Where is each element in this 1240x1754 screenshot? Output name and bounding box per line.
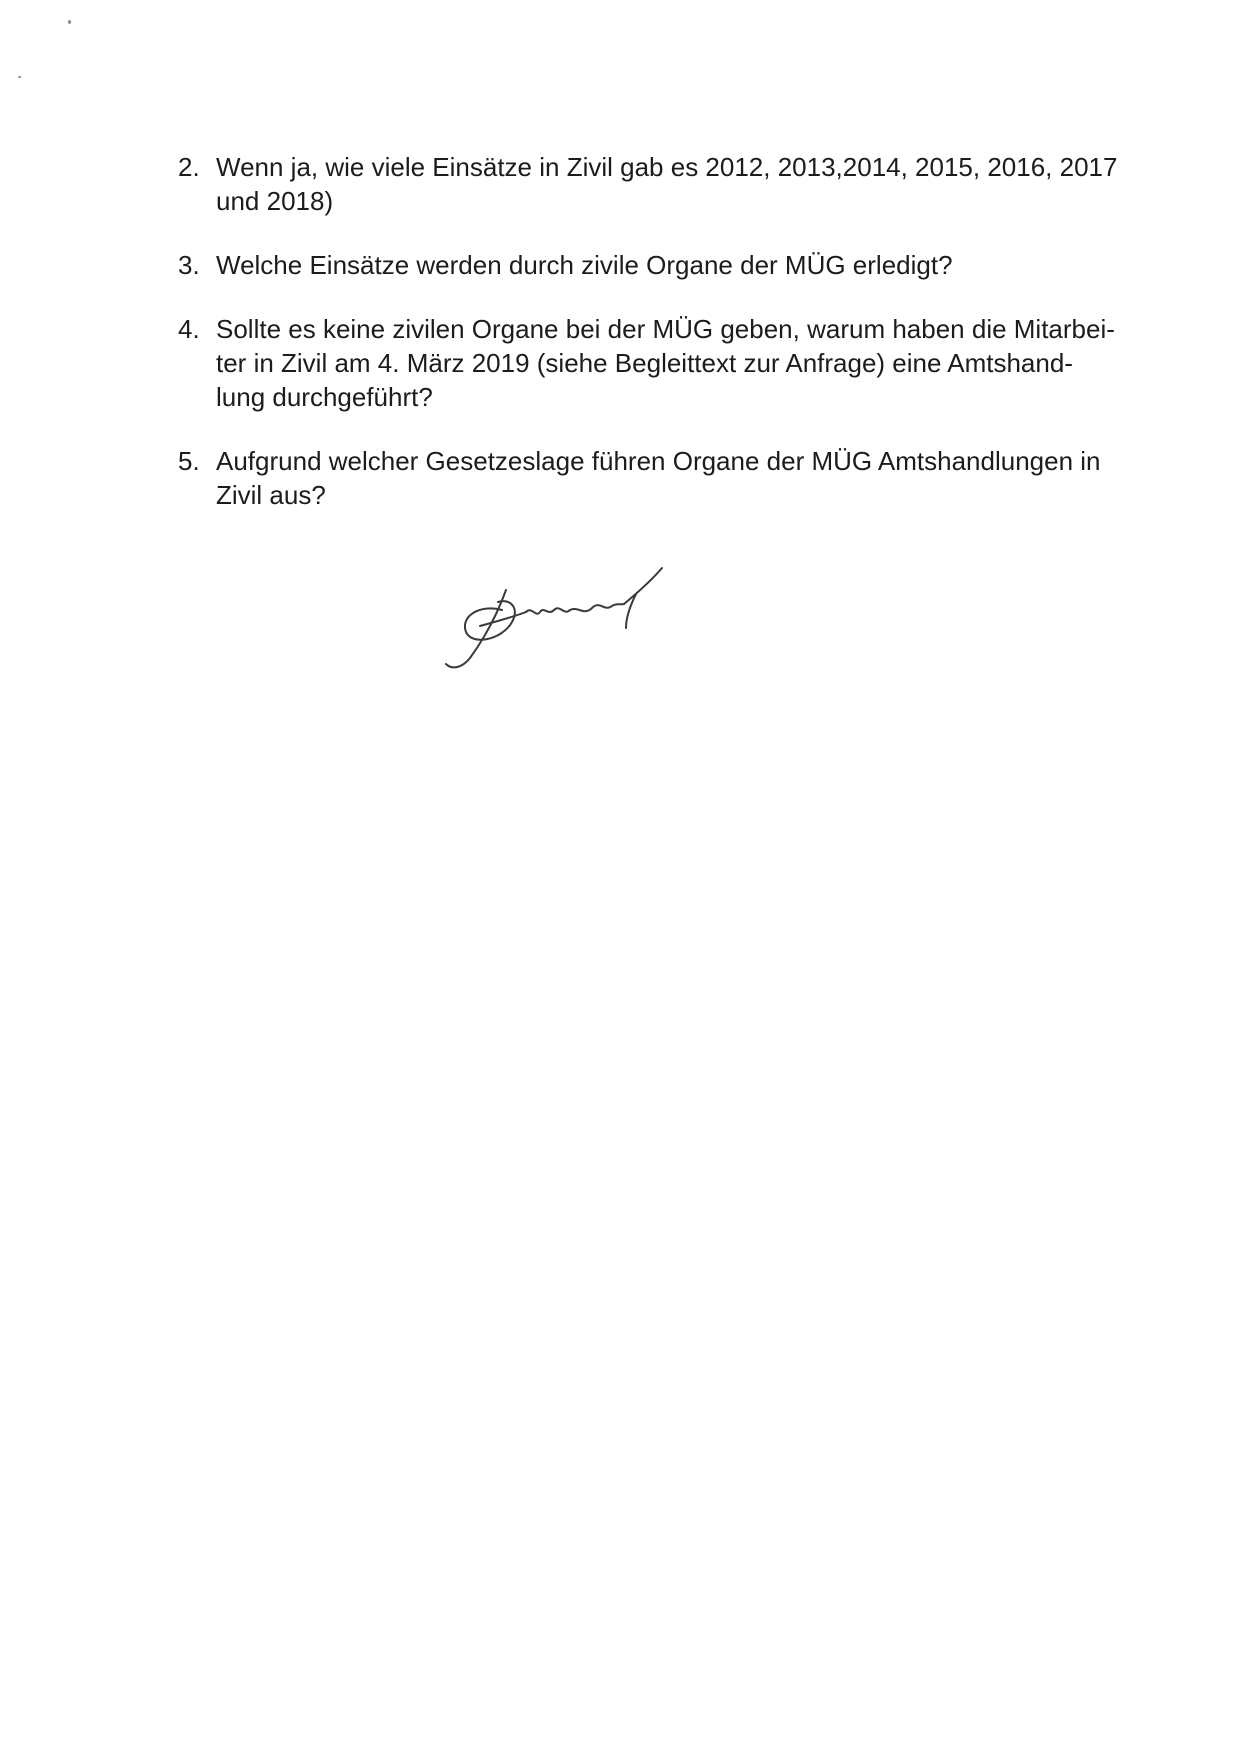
scan-speck bbox=[68, 20, 71, 24]
question-number: 2. bbox=[178, 152, 200, 182]
question-item bbox=[178, 248, 1078, 282]
question-text bbox=[216, 444, 1101, 512]
question-text bbox=[216, 248, 1078, 282]
question-line: Zivil aus? bbox=[216, 480, 326, 510]
question-line: Aufgrund welcher Gesetzeslage führen Organe der MÜG Amtshandlungen in bbox=[216, 446, 1101, 476]
question-line: Welche Einsätze werden durch zivile Organe der MÜG erledigt? bbox=[216, 250, 953, 280]
question-number: 5. bbox=[178, 446, 200, 476]
question-line: und 2018) bbox=[216, 186, 334, 216]
question-line: lung durchgeführt? bbox=[216, 382, 433, 412]
handwritten-signature-icon bbox=[440, 560, 700, 680]
question-line: Wenn ja, wie viele Einsätze in Zivil gab es 2012, 2013,2014, 2015, 2016, 2017 bbox=[216, 152, 1118, 182]
question-item bbox=[178, 312, 1115, 414]
question-text bbox=[216, 150, 1117, 218]
question-number: 3. bbox=[178, 250, 200, 280]
question-list bbox=[178, 150, 1118, 512]
question-item bbox=[178, 150, 1118, 218]
question-line: Sollte es keine zivilen Organe bei der MÜG geben, warum haben die Mitarbei- bbox=[216, 314, 1115, 344]
question-line: ter in Zivil am 4. März 2019 (siehe Begleittext zur Anfrage) eine Amtshand- bbox=[216, 348, 1073, 378]
question-text bbox=[216, 312, 1115, 414]
scan-speck bbox=[18, 76, 21, 78]
question-number: 4. bbox=[178, 314, 200, 344]
question-item bbox=[178, 444, 1101, 512]
